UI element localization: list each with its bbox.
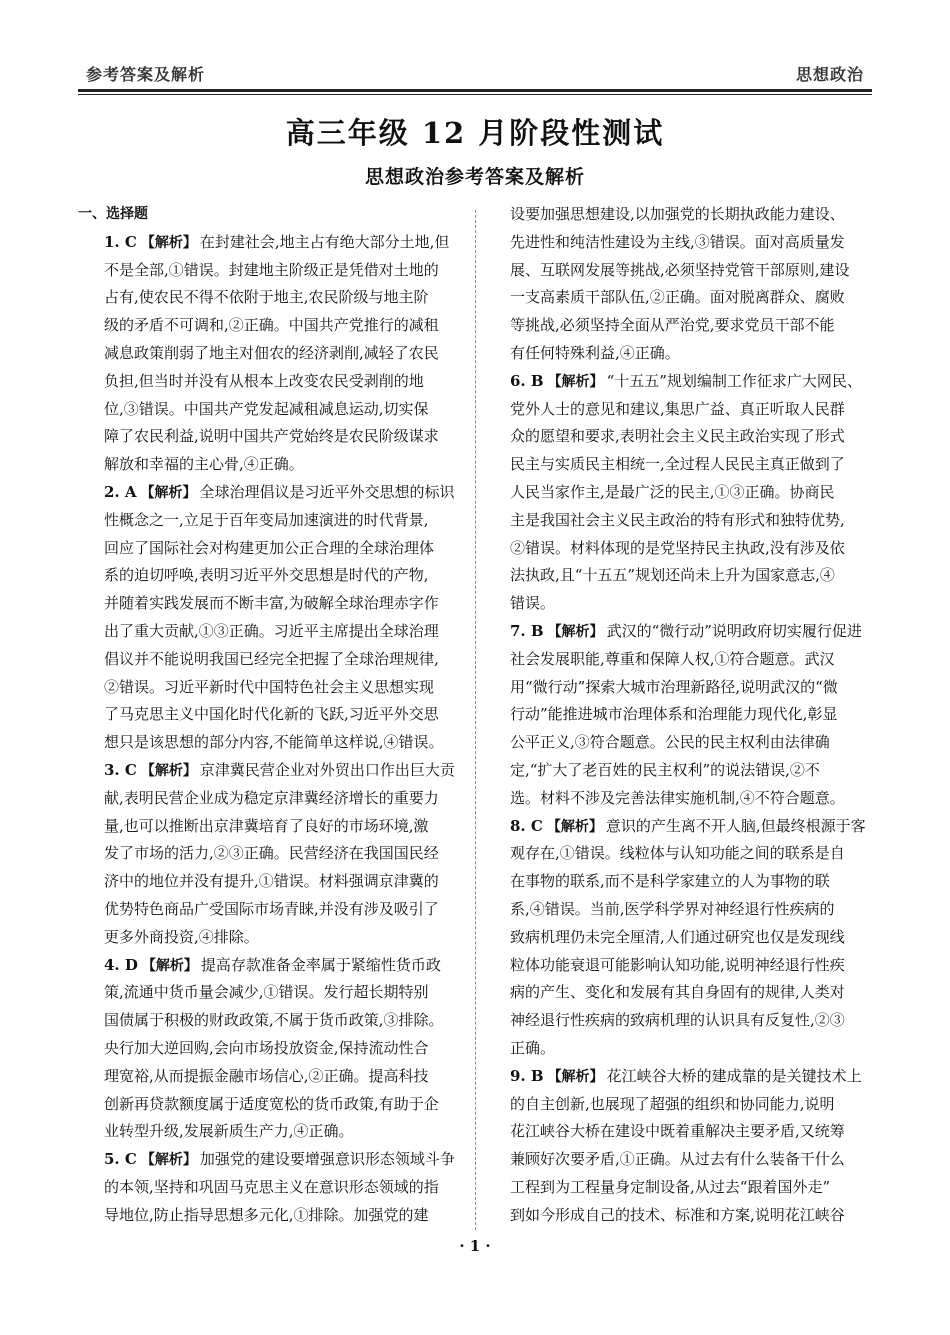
analysis-text: 在封建社会,地主占有绝大部分土地,但 (199, 232, 450, 251)
text-line: ②错误。材料体现的是党坚持民主执政,没有涉及依 (510, 538, 845, 557)
text-line: 回应了国际社会对构建更加公正合理的全球治理体 (104, 538, 435, 557)
question-answer-line (78, 479, 468, 507)
text-line: 法执政,且“十五五”规划还尚未上升为国家意志,④ (510, 566, 835, 585)
analysis-text: 全球治理倡议是习近平外交思想的标识 (199, 482, 455, 501)
text-line: 粒体功能衰退可能影响认知功能,说明神经退行性疾 (510, 955, 845, 974)
text-line: 民主与实质民主相统一,全过程人民民主真正做到了 (510, 455, 845, 474)
analysis-text: 京津冀民营企业对外贸出口作出巨大贡 (199, 760, 455, 779)
text-line: 有任何特殊利益,④正确。 (510, 343, 680, 362)
text-line: 一支高素质干部队伍,②正确。面对脱离群众、腐败 (510, 288, 845, 307)
question-answer-line (78, 757, 468, 785)
text-line: 正确。 (510, 1038, 556, 1057)
analysis-tag: 【解析】 (547, 373, 604, 390)
analysis-tag: 【解析】 (140, 762, 197, 779)
question-answer-line (484, 813, 876, 841)
text-line: 展、互联网发展等挑战,必须坚持党管干部原则,建设 (510, 260, 850, 279)
column-divider (475, 210, 476, 1230)
text-line: 障了农民利益,说明中国共产党始终是农民阶级谋求 (104, 427, 439, 446)
text-line: 党外人士的意见和建议,集思广益、真正听取人民群 (510, 399, 845, 418)
text-line: 性概念之一,立足于百年变局加速演进的时代背景, (104, 510, 429, 529)
page-title: 高三年级 12 月阶段性测试 (285, 116, 665, 150)
question-answer-line (484, 368, 876, 396)
text-line: 众的愿望和要求,表明社会主义民主政治实现了形式 (510, 427, 845, 446)
analysis-tag: 【解析】 (140, 484, 197, 501)
text-line: 了马克思主义中国化时代化新的飞跃,习近平外交思 (104, 705, 439, 724)
analysis-tag: 【解析】 (547, 623, 604, 640)
text-line: 央行加大逆回购,会向市场投放资金,保持流动性合 (104, 1038, 429, 1057)
text-line: 理宽裕,从而提振金融市场信心,②正确。提高科技 (104, 1066, 429, 1085)
text-line: 行动”能推进城市治理体系和治理能力现代化,彰显 (510, 705, 838, 724)
text-line: 工程到为工程量身定制设备,从过去“跟着国外走” (510, 1177, 831, 1196)
question-answer-line (78, 229, 468, 257)
analysis-tag: 【解析】 (140, 234, 197, 251)
analysis-tag: 【解析】 (546, 818, 603, 835)
text-line: 系,④错误。当前,医学科学界对神经退行性疾病的 (510, 899, 835, 918)
text-line: 花江峡谷大桥在建设中既着重解决主要矛盾,又统筹 (510, 1122, 845, 1141)
text-line: 负担,但当时并没有从根本上改变农民受剥削的地 (104, 371, 424, 390)
question-answer-line (484, 1063, 876, 1091)
text-line: 位,③错误。中国共产党发起减租减息运动,切实保 (104, 399, 429, 418)
text-line: 并随着实践发展而不断丰富,为破解全球治理赤字作 (104, 594, 439, 613)
analysis-text: 武汉的“微行动”说明政府切实履行促进 (606, 621, 862, 640)
text-line: 献,表明民营企业成为稳定京津冀经济增长的重要力 (104, 788, 439, 807)
text-line: 想只是该思想的部分内容,不能简单这样说,④错误。 (104, 733, 444, 752)
text-line: 系的迫切呼唤,表明习近平外交思想是时代的产物, (104, 566, 429, 585)
text-line: ②错误。习近平新时代中国特色社会主义思想实现 (104, 677, 435, 696)
question-answer-line (78, 1146, 468, 1174)
text-line: 更多外商投资,④排除。 (104, 927, 259, 946)
text-line: 等挑战,必须坚持全面从严治党,要求党员干部不能 (510, 316, 835, 335)
question-number-answer: 3. C (104, 760, 137, 779)
text-line: 减息政策削弱了地主对佃农的经济剥削,减轻了农民 (104, 343, 439, 362)
text-line: 主是我国社会主义民主政治的特有形式和独特优势, (510, 510, 845, 529)
question-number-answer: 4. D (104, 955, 138, 974)
text-line: 济中的地位并没有提升,①错误。材料强调京津冀的 (104, 872, 439, 891)
header-doc-type: 参考答案及解析 (86, 65, 206, 84)
text-line: 不是全部,①错误。封建地主阶级正是凭借对土地的 (104, 260, 439, 279)
question-number-answer: 6. B (510, 371, 544, 390)
section-heading: 一、选择题 (78, 206, 148, 222)
text-line: 创新再贷款额度属于适度宽松的货币政策,有助于企 (104, 1094, 439, 1113)
text-line: 错误。 (510, 594, 556, 613)
left-column (78, 201, 468, 1229)
text-line: 量,也可以推断出京津冀培育了良好的市场环境,激 (104, 816, 429, 835)
question-answer-line (484, 618, 876, 646)
text-line: 观存在,①错误。线粒体与认知功能之间的联系是自 (510, 844, 845, 863)
question-number-answer: 8. C (510, 816, 543, 835)
text-line: 用“微行动”探索大城市治理新路径,说明武汉的“微 (510, 677, 838, 696)
text-line: 设要加强思想建设,以加强党的长期执政能力建设、 (510, 205, 845, 223)
text-line: 的本领,坚持和巩固马克思主义在意识形态领域的指 (104, 1177, 439, 1196)
text-line: 导地位,防止指导思想多元化,①排除。加强党的建 (104, 1205, 429, 1224)
analysis-tag: 【解析】 (140, 1152, 197, 1169)
question-number-answer: 5. C (104, 1150, 137, 1169)
text-line: 倡议并不能说明我国已经完全把握了全球治理规律, (104, 649, 439, 668)
question-number-answer: 2. A (104, 482, 137, 501)
right-column (484, 201, 876, 1229)
text-line: 兼顾好次要矛盾,①正确。从过去有什么装备干什么 (510, 1150, 845, 1169)
text-line: 致病机理仍未完全厘清,人们通过研究也仅是发现线 (510, 927, 845, 946)
analysis-text: “十五五”规划编制工作征求广大网民、 (606, 371, 862, 390)
question-number-answer: 9. B (510, 1066, 544, 1085)
analysis-text: 意识的产生离不开人脑,但最终根源于客 (605, 816, 866, 835)
text-line: 人民当家作主,是最广泛的民主,①③正确。协商民 (510, 482, 835, 501)
page-subtitle: 思想政治参考答案及解析 (364, 166, 585, 188)
analysis-text: 花江峡谷大桥的建成靠的是关键技术上 (606, 1066, 862, 1085)
text-line: 占有,使农民不得不依附于地主,农民阶级与地主阶 (104, 288, 429, 307)
text-line: 病的产生、变化和发展有其自身固有的规律,人类对 (510, 983, 845, 1002)
analysis-tag: 【解析】 (141, 957, 198, 974)
text-line: 选。材料不涉及完善法律实施机制,④不符合题意。 (510, 788, 845, 807)
text-line: 的自主创新,也展现了超强的组织和协同能力,说明 (510, 1094, 835, 1113)
analysis-text: 加强党的建设要增强意识形态领域斗争 (199, 1150, 455, 1169)
text-line: 业转型升级,发展新质生产力,④正确。 (104, 1122, 354, 1141)
question-number-answer: 7. B (510, 621, 544, 640)
text-line: 策,流通中货币量会减少,①错误。发行超长期特别 (104, 983, 429, 1002)
text-line: 出了重大贡献,①③正确。习近平主席提出全球治理 (104, 621, 439, 640)
text-line: 优势特色商品广受国际市场青睐,并没有涉及吸引了 (104, 899, 439, 918)
text-line: 到如今形成自己的技术、标准和方案,说明花江峡谷 (510, 1205, 845, 1224)
question-number-answer: 1. C (104, 232, 137, 251)
header-rule (78, 89, 872, 92)
header-rule-thin (78, 94, 872, 95)
analysis-text: 提高存款准备金率属于紧缩性货币政 (200, 955, 441, 974)
analysis-tag: 【解析】 (547, 1068, 604, 1085)
text-line: 国债属于积极的财政政策,不属于货币政策,③排除。 (104, 1011, 444, 1030)
text-line: 在事物的联系,而不是科学家建立的人为事物的联 (510, 872, 830, 891)
text-line: 公平正义,③符合题意。公民的民主权利由法律确 (510, 733, 830, 752)
page-number: · 1 · (459, 1237, 491, 1255)
text-line: 社会发展职能,尊重和保障人权,①符合题意。武汉 (510, 649, 835, 668)
text-line: 解放和幸福的主心骨,④正确。 (104, 455, 304, 474)
text-line: 定,“扩大了老百姓的民主权利”的说法错误,②不 (510, 760, 820, 779)
text-line: 神经退行性疾病的致病机理的认识具有反复性,②③ (510, 1011, 845, 1030)
question-answer-line (78, 952, 468, 980)
text-line: 发了市场的活力,②③正确。民营经济在我国国民经 (104, 844, 439, 863)
text-line: 级的矛盾不可调和,②正确。中国共产党推行的减租 (104, 316, 439, 335)
header-subject: 思想政治 (795, 65, 864, 84)
text-line: 先进性和纯洁性建设为主线,③错误。面对高质量发 (510, 232, 845, 251)
